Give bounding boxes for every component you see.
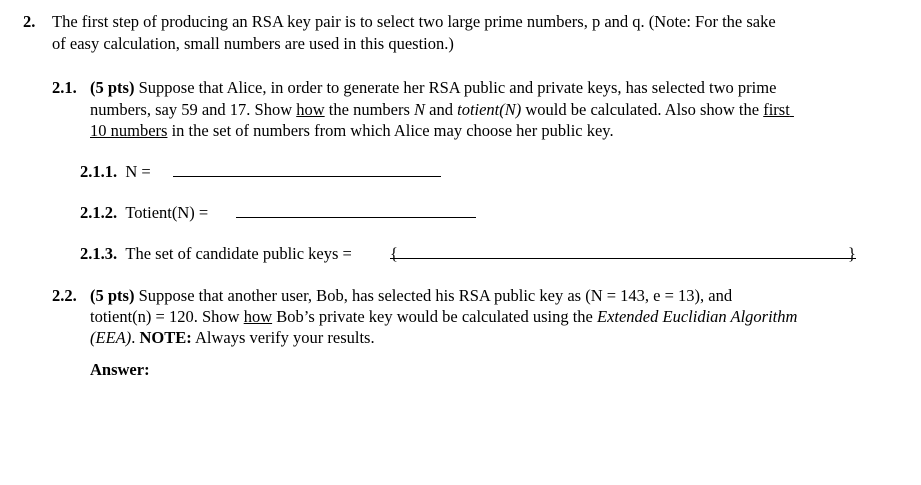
answer-label: Answer: — [90, 360, 150, 379]
question-2-2-line3 — [90, 328, 375, 348]
sub-2-1-2-text: Totient(N) = — [125, 203, 209, 222]
sub-2-1-1-row — [80, 162, 151, 182]
question-2-1-text1: Suppose that Alice, in order to generate her RSA public and private keys, has selected two prime — [134, 78, 777, 97]
question-2-1-line2 — [90, 100, 794, 120]
sub-2-1-3-label: 2.1.3. — [80, 244, 118, 263]
question-2-1-text2d: would be calculated. Also show the — [521, 100, 764, 119]
question-2-text-line1: The first step of producing an RSA key pair is to select two large prime numbers, p and q. (Note: For the sake — [52, 12, 776, 31]
question-2-2-line1 — [90, 286, 732, 306]
question-2-2-text3b: . — [131, 328, 140, 347]
question-2-1-text2a: numbers, say 59 and 17. Show — [90, 100, 297, 119]
close-brace: } — [848, 244, 856, 263]
sub-2-1-2-row — [80, 203, 208, 223]
question-2-1-text3b: in the set of numbers from which Alice may choose her public key. — [167, 121, 614, 140]
question-2-1-line1 — [90, 78, 776, 98]
sub-2-1-3-text: The set of candidate public keys = — [125, 244, 352, 263]
sub-2-1-1-text: N = — [125, 162, 151, 181]
question-2-2-line2 — [90, 307, 797, 327]
question-2-1-N: N — [414, 100, 426, 119]
question-2-1-line3 — [90, 121, 614, 141]
question-2-1-ten-numbers: 10 numbers — [90, 121, 168, 140]
sub-2-1-1-label: 2.1.1. — [80, 162, 118, 181]
question-2-2-how: how — [243, 307, 273, 326]
open-brace: { — [390, 244, 398, 263]
question-2-1-number: 2.1. — [52, 78, 77, 97]
question-2-2-eea: Extended Euclidian Algorithm — [597, 307, 798, 326]
question-2-2-text3c: Always verify your results. — [191, 328, 375, 347]
question-2-2-points: (5 pts) — [90, 286, 135, 305]
question-2-2-text1: Suppose that another user, Bob, has selected his RSA public key as (N = 143, e = 13), and — [134, 286, 733, 305]
question-2-1-first-underline-tail — [790, 100, 794, 119]
question-2-2-eea-abbrev: (EEA) — [90, 328, 132, 347]
n-answer-blank[interactable] — [173, 162, 441, 177]
question-2-1-text2b: the numbers — [324, 100, 415, 119]
question-2-1-totient: totient(N) — [457, 100, 522, 119]
question-2-1-first: first — [763, 100, 790, 119]
question-2-2-text2a: totient(n) = 120. Show — [90, 307, 244, 326]
question-2-1-text2c: and — [425, 100, 458, 119]
question-2-2-note: NOTE: — [139, 328, 192, 347]
question-2-2-number: 2.2. — [52, 286, 77, 305]
question-2-2-text2b: Bob’s private key would be calculated using the — [272, 307, 597, 326]
question-2-1-points: (5 pts) — [90, 78, 135, 97]
question-2-number: 2. — [23, 12, 36, 31]
sub-2-1-2-label: 2.1.2. — [80, 203, 118, 222]
public-keys-answer-blank[interactable] — [390, 244, 856, 259]
sub-2-1-3-row — [80, 244, 352, 264]
question-2-text-line2: of easy calculation, small numbers are used in this question.) — [52, 34, 454, 53]
totient-answer-blank[interactable] — [236, 203, 476, 218]
question-2-1-how: how — [296, 100, 325, 119]
